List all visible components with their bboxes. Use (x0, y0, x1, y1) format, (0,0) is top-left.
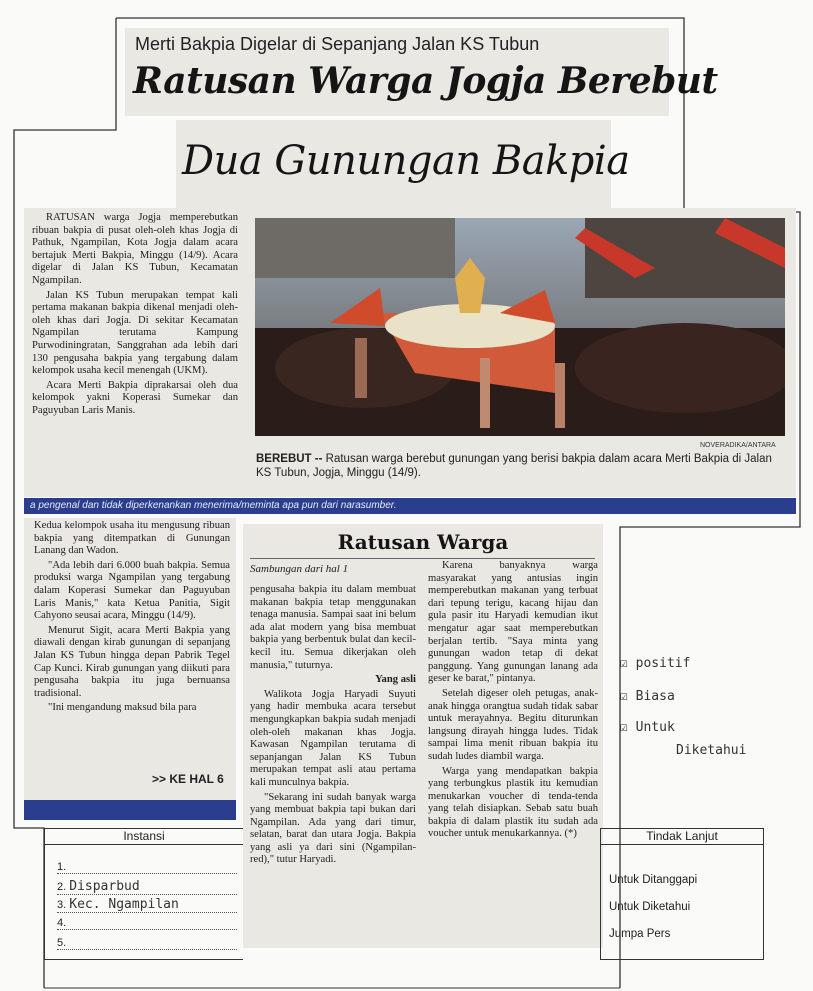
lead-paragraph-2: Jalan KS Tubun merupakan tempat kali pertama makanan bakpia dikenal menjadi oleh-oleh khas dari Jogja. Di sekitar Kecamatan Ngampilan terutama Kampung Purwodiningratan, Sanggrahan ada lebih dari 130 pengusaha bakpia yang tergabung dalam kelompok usaha kecil menengah (UKM). (32, 289, 238, 377)
lead-paragraph-3: Acara Merti Bakpia diprakarsai oleh dua kelompok yakni Koperasi Sumekar dan Paguyuban Laris Manis. (32, 379, 238, 416)
continuation-column-2 (428, 560, 598, 946)
left-bottom-strip (24, 800, 236, 820)
continuation-paragraph-5: Setelah digeser oleh petugas, anak-anak hingga orangtua sudah tidak sabar untuk merayahnya. Begitu diturunkan langsung dirayah hingga ludes. Tidak sampai lima menit ribuan bakpia itu sudah ludes diambil warga. (428, 687, 598, 762)
note-biasa-text: Biasa (635, 689, 675, 704)
left-bottom-paragraph-2: "Ada lebih dari 6.000 buah bakpia. Semua produksi warga Ngampilan yang tergabung dalam Koperasi Sumekar dan Paguyuban Laris Manis," kata Ketua Panitia, Sigit Cahyono seusai acara, Minggu (14/9). (34, 559, 230, 622)
instansi-row-4: 4. (57, 917, 237, 930)
caption-label: BEREBUT -- (256, 453, 323, 465)
continuation-paragraph-3: "Sekarang ini sudah banyak warga yang membuat bakpia tapi bukan dari Ngampilan. Ada yang dari timur, selatan, barat dan utara Jogja. Bakpia yang asli ya dari sini (Ngampilan-red)," tutur Haryadi. (250, 791, 416, 866)
headline-2-box (176, 120, 630, 210)
handwritten-disparbud: Disparbud (69, 879, 140, 894)
left-bottom-paragraph-3: Menurut Sigit, acara Merti Bakpia yang diawali dengan kirab gunungan di sepanjang Jalan KS Tubun hingga depan Pabrik Tegel Cap Kunci. Kirab gunungan yang diikuti para pengusaha bakpia itu juga bernuansa tradisional. (34, 624, 230, 699)
footer-strip (24, 498, 796, 514)
news-photo (255, 218, 785, 436)
lead-column (32, 212, 238, 482)
instansi-row-2: 2. Disparbud (57, 879, 237, 895)
instansi-row-3: 3. Kec. Ngampilan (57, 897, 237, 913)
tindak-lanjut-title: Tindak Lanjut (601, 829, 763, 845)
photo-illustration (255, 218, 785, 436)
continuation-rule (250, 558, 595, 559)
lead-paragraph-1: RATUSAN warga Jogja memperebutkan ribuan bakpia di pusat oleh-oleh khas Jogja di Pathuk, Ngampilan, Kota Jogja dalam acara bertajuk Merti Bakpia, Minggu (14/9). Acara digelar di Jalan KS Tubun, Kecamatan Ngampilan. (32, 212, 238, 286)
continuation-paragraph-2: Walikota Jogja Haryadi Suyuti yang hadir membuka acara tersebut mengungkapkan bakpia sudah menjadi oleh-oleh makanan khas Jogja. Kawasan Ngampilan terutama di sepanjangan Jalan KS Tubun merupakan tempat asli atau pertama kali munculnya bakpia. (250, 688, 416, 788)
headline-box (125, 28, 718, 116)
continuation-from: Sambungan dari hal 1 (250, 563, 349, 575)
tindak-lanjut-form (600, 828, 764, 960)
checkbox-icon: ☑ (620, 689, 628, 704)
tindak-lanjut-items (601, 845, 763, 948)
photo-credit: NOVERADIKA/ANTARA (700, 442, 776, 449)
photo-caption (256, 452, 786, 480)
checkbox-icon: ☑ (620, 720, 628, 735)
continuation-column-1 (250, 584, 416, 944)
instansi-row-1: 1. (57, 861, 237, 874)
headline-1: Ratusan Warga Jogja Berebut (133, 60, 718, 102)
handwritten-checklist (620, 656, 810, 758)
note-untuk (620, 720, 810, 735)
continue-marker: >> KE HAL 6 (152, 772, 224, 786)
strip-text: a pengenal dan tidak diperkenankan menerima/meminta apa pun dari narasumber. (30, 500, 397, 511)
note-positif-text: positif (635, 656, 691, 671)
caption-text: Ratusan warga berebut gunungan yang berisi bakpia dalam acara Merti Bakpia di Jalan KS Tubun, Jogja, Minggu (14/9). (256, 453, 772, 479)
continuation-paragraph-6: Warga yang mendapatkan bakpia yang terbungkus plastik itu kemudian menukarkan voucher di tenda-tenda yang telah disiapkan. Sebab satu buah bakpia di dalam plastik itu sudah ada voucher untuk menukarkannya. (*) (428, 765, 598, 840)
note-diketahui: Diketahui (676, 743, 747, 758)
headline-2: Dua Gunungan Bakpia (182, 138, 630, 184)
continuation-title: Ratusan Warga (337, 530, 509, 554)
left-bottom-column (34, 520, 230, 760)
note-biasa (620, 689, 810, 704)
instansi-row-5: 5. (57, 937, 237, 950)
note-untuk-text: Untuk (635, 720, 675, 735)
left-bottom-paragraph-1: Kedua kelompok usaha itu mengusung ribuan bakpia yang ditempatkan di Gunungan Lanang dan Wadon. (34, 520, 230, 557)
tindak-item-diketahui: Untuk Diketahui (609, 901, 691, 913)
left-bottom-paragraph-4: "Ini mengandung maksud bila para (48, 702, 197, 714)
continuation-paragraph-4: Karena banyaknya warga masyarakat yang antusias ingin memperebutkan makanan yang terbuat dari tepung terigu, kacang hijau dan gula pasir itu Haryadi kemudian ikut mengatur agar saat memperebutkan berjalan tertib. "Saya minta yang gunungan wadon tetap di dekat panggung. Yang gunungan lanang ada geser ke barat," pintanya. (428, 560, 598, 685)
continuation-subhead: Yang asli (375, 674, 416, 686)
tindak-item-ditanggapi: Untuk Ditanggapi (609, 874, 698, 886)
tindak-item-jumpa-pers: Jumpa Pers (609, 928, 671, 940)
checkbox-icon: ☑ (620, 656, 628, 671)
kicker: Merti Bakpia Digelar di Sepanjang Jalan KS Tubun (135, 34, 540, 54)
continuation-paragraph-1: pengusaha bakpia itu dalam membuat makanan bakpia tetap menggunakan tenaga manusia. Sampai saat ini belum ada alat modern yang bisa membuat bakpia yang berbentuk bulat dan kecil-kecil itu. Semua dikerjakan oleh manusia," tuturnya. (250, 584, 416, 671)
note-positif (620, 656, 810, 671)
instansi-form (44, 828, 243, 960)
instansi-title: Instansi (45, 829, 243, 845)
handwritten-kecamatan: Kec. Ngampilan (69, 897, 179, 912)
